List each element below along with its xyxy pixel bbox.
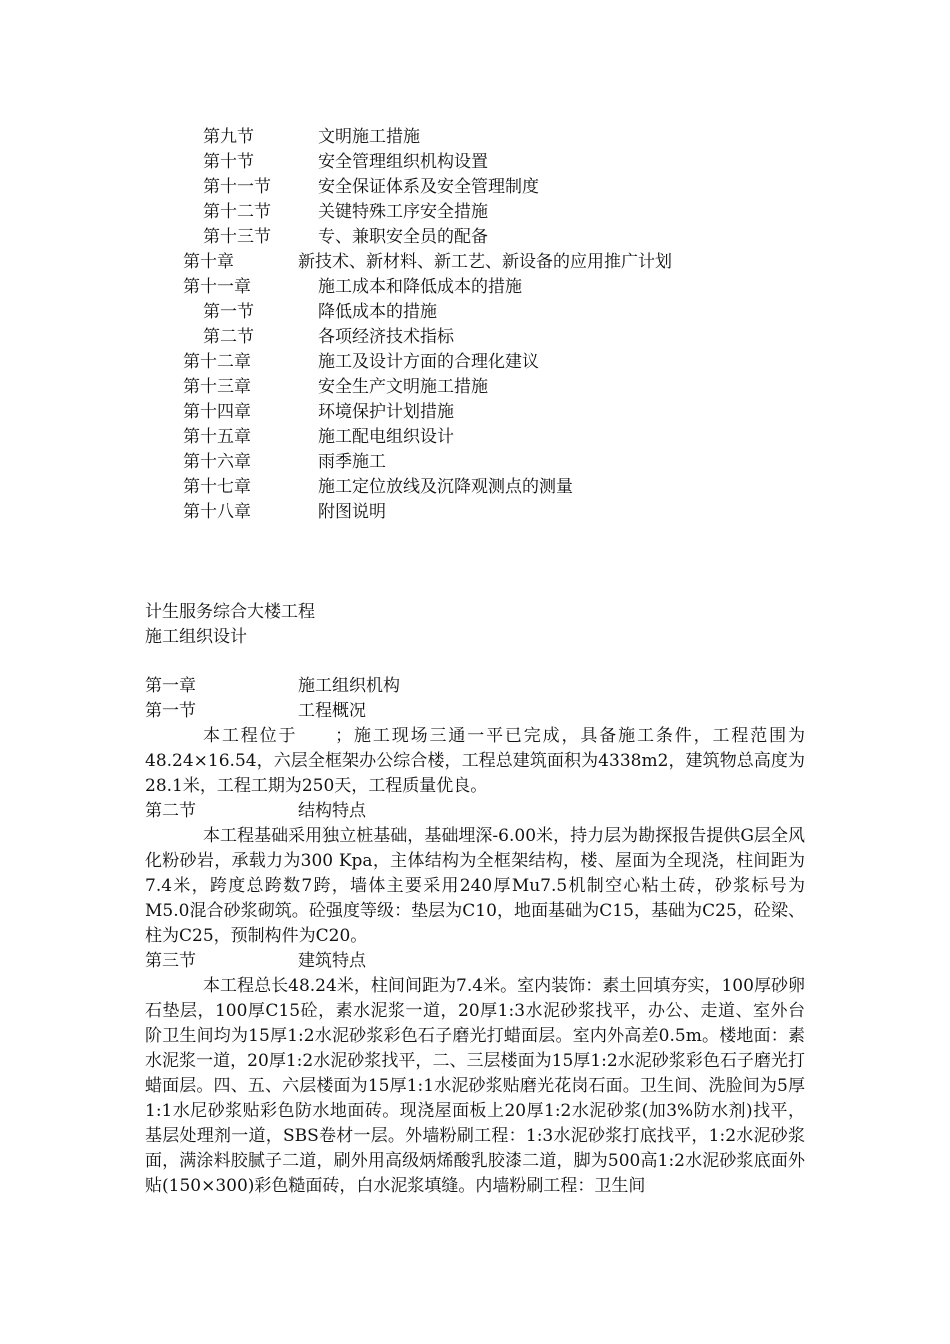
toc-entry (0, 150, 950, 175)
toc-entry (0, 175, 950, 200)
toc-title: 关键特殊工序安全措施 (318, 202, 488, 222)
toc-title: 新技术、新材料、新工艺、新设备的应用推广计划 (298, 252, 672, 272)
section-paragraph: 本工程总长48.24米，柱间间距为7.4米。室内装饰：素土回填夯实，100厚砂卵石垫层，100厚C15砼，素水泥浆一道，20厚1:3水泥砂浆找平，办公、走道、室外台阶卫生间均为15厚1:2水泥砂浆彩色石子磨光打蜡面层。室内外高差0.5m。楼地面：素水泥浆一道，20厚1:2水泥砂浆找平，二、三层楼面为15厚1:2水泥砂浆彩色石子磨光打蜡面层。四、五、六层楼面为15厚1:1水泥砂浆贴磨光花岗石面。卫生间、洗脸间为5厚1:1水尼砂浆贴彩色防水地面砖。现浇屋面板上20厚1:2水泥砂浆(加3%防水剂)找平，基层处理剂一道，SBS卷材一层。外墙粉刷工程：1:3水泥砂浆打底找平，1:2水泥砂浆面，满涂料胶腻子二道，刷外用高级炳烯酸乳胶漆二道，脚为500高1:2水泥砂浆底面外贴(150×300)彩色糙面砖，白水泥浆填缝。内墙粉刷工程：卫生间 (145, 976, 805, 1196)
toc-number: 第十八章 (183, 502, 251, 522)
chapter-number: 第一章 (145, 676, 196, 696)
toc-entry (0, 375, 950, 400)
toc-title: 环境保护计划措施 (318, 402, 454, 422)
toc-entry (0, 450, 950, 475)
section-title: 建筑特点 (298, 951, 366, 971)
section-number: 第一节 (145, 701, 196, 721)
toc-number: 第十七章 (183, 477, 251, 497)
toc-title: 雨季施工 (318, 452, 386, 472)
toc-entry (0, 500, 950, 525)
toc-number: 第九节 (203, 127, 254, 147)
toc-number: 第十二章 (183, 352, 251, 372)
toc-entry (0, 350, 950, 375)
section-title: 工程概况 (298, 701, 366, 721)
toc-number: 第十四章 (183, 402, 251, 422)
toc-entry (0, 125, 950, 150)
toc-entry (0, 300, 950, 325)
chapter-heading (145, 674, 805, 699)
toc-title: 安全管理组织机构设置 (318, 152, 488, 172)
toc-number: 第一节 (203, 302, 254, 322)
toc-entry (0, 250, 950, 275)
toc-title: 施工定位放线及沉降观测点的测量 (318, 477, 573, 497)
section-number: 第三节 (145, 951, 196, 971)
toc-title: 文明施工措施 (318, 127, 420, 147)
toc-number: 第十一节 (203, 177, 271, 197)
toc-number: 第十章 (183, 252, 234, 272)
toc-title: 降低成本的措施 (318, 302, 437, 322)
toc-title: 施工及设计方面的合理化建议 (318, 352, 539, 372)
section-heading (145, 799, 805, 824)
section-title: 结构特点 (298, 801, 366, 821)
toc-entry (0, 225, 950, 250)
toc-number: 第十一章 (183, 277, 251, 297)
toc-entry (0, 475, 950, 500)
section-heading (145, 949, 805, 974)
toc-entry (0, 200, 950, 225)
document-header (145, 600, 315, 650)
document-subtitle: 施工组织设计 (145, 627, 247, 647)
section-paragraph: 本工程位于 ；施工现场三通一平已完成，具备施工条件，工程范围为48.24×16.54，六层全框架办公综合楼，工程总建筑面积为4338m2，建筑物总高度为28.1米，工程工期为250天，工程质量优良。 (145, 726, 805, 796)
toc-entry (0, 325, 950, 350)
toc-entry (0, 275, 950, 300)
toc-entry (0, 425, 950, 450)
toc-title: 施工成本和降低成本的措施 (318, 277, 522, 297)
document-body (145, 674, 805, 1199)
toc-number: 第二节 (203, 327, 254, 347)
toc-title: 各项经济技术指标 (318, 327, 454, 347)
toc-title: 安全保证体系及安全管理制度 (318, 177, 539, 197)
table-of-contents (0, 125, 950, 525)
toc-title: 专、兼职安全员的配备 (318, 227, 488, 247)
toc-number: 第十五章 (183, 427, 251, 447)
chapter-title: 施工组织机构 (298, 676, 400, 696)
section-number: 第二节 (145, 801, 196, 821)
toc-number: 第十二节 (203, 202, 271, 222)
section-paragraph: 本工程基础采用独立桩基础，基础埋深-6.00米，持力层为勘探报告提供G层全风化粉砂岩，承载力为300 Kpa，主体结构为全框架结构，楼、屋面为全现浇，柱间距为7.4米，跨度总跨数7跨，墙体主要采用240厚Mu7.5机制空心粘土砖，砂浆标号为M5.0混合砂浆砌筑。砼强度等级：垫层为C10，地面基础为C15，基础为C25，砼梁、柱为C25，预制构件为C20。 (145, 826, 805, 946)
toc-number: 第十三节 (203, 227, 271, 247)
toc-number: 第十节 (203, 152, 254, 172)
toc-title: 安全生产文明施工措施 (318, 377, 488, 397)
toc-title: 附图说明 (318, 502, 386, 522)
project-name: 计生服务综合大楼工程 (145, 602, 315, 622)
section-heading (145, 699, 805, 724)
toc-title: 施工配电组织设计 (318, 427, 454, 447)
toc-number: 第十六章 (183, 452, 251, 472)
toc-number: 第十三章 (183, 377, 251, 397)
toc-entry (0, 400, 950, 425)
